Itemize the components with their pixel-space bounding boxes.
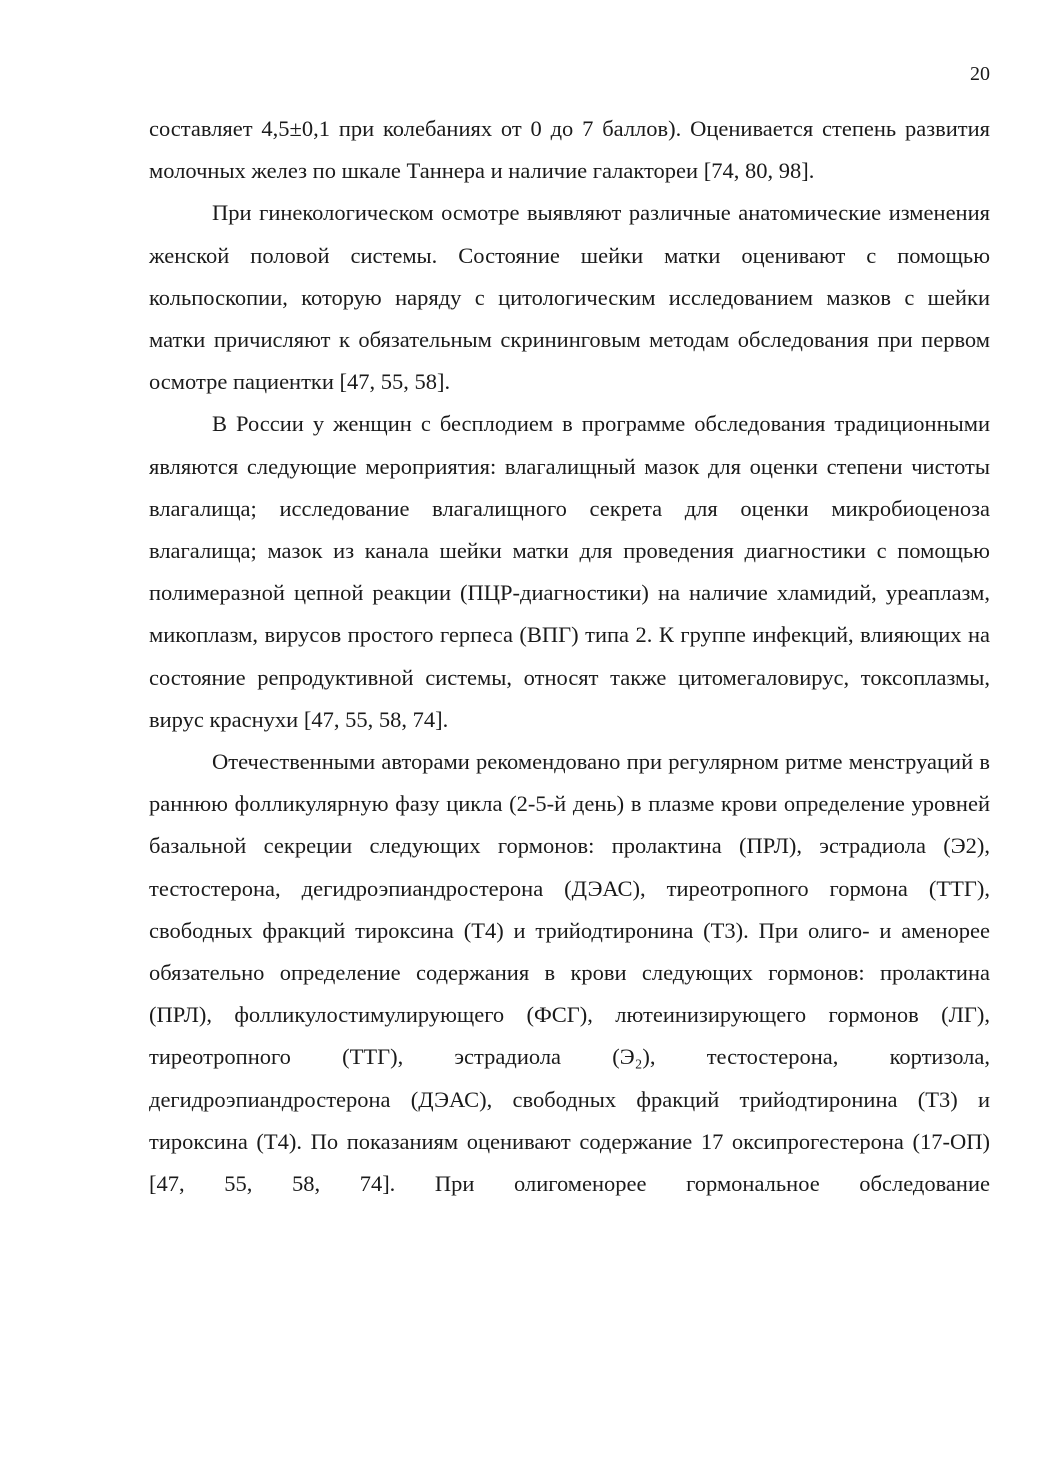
body-text	[149, 108, 990, 1205]
paragraph-hormone-tests: Отечественными авторами рекомендовано при регулярном ритме менструаций в раннюю фолликулярную фазу цикла (2-5-й день) в плазме крови определение уровней базальной секреции следующих гормонов: пролактина (ПРЛ), эстрадиола (Э2), тестостерона, дегидроэпиандростерона (ДЭАС), тиреотропного гормона (ТТГ), свободных фракций тироксина (Т4) и трийодтиронина (Т3). При олиго- и аменорее обязательно определение содержания в крови следующих гормонов: пролактина (ПРЛ), фолликулостимулирующего (ФСГ), лютеинизирующего гормонов (ЛГ), тиреотропного (ТТГ), эстрадиола (Э₂), тестостерона, кортизола, дегидроэпиандростерона (ДЭАС), свободных фракций трийодтиронина (Т3) и тироксина (Т4). По показаниям оценивают содержание 17 оксипрогестерона (17-ОП) [47, 55, 58, 74]. При олигоменорее гормональное обследование	[149, 749, 990, 1197]
paragraph-gynecological-exam: При гинекологическом осмотре выявляют различные анатомические изменения женской половой системы. Состояние шейки матки оценивают с помощью кольпоскопии, которую наряду с цитологическим исследованием мазков с шейки матки причисляют к обязательным скрининговым методам обследования при первом осмотре пациентки [47, 55, 58].	[149, 200, 990, 395]
paragraph-continuation: составляет 4,5±0,1 при колебаниях от 0 до 7 баллов). Оценивается степень развития молочных желез по шкале Таннера и наличие галактореи [74, 80, 98].	[149, 116, 990, 184]
paragraph-russia-screening: В России у женщин с бесплодием в программе обследования традиционными являются следующие мероприятия: влагалищный мазок для оценки степени чистоты влагалища; исследование влагалищного секрета для оценки микробиоценоза влагалища; мазок из канала шейки матки для проведения диагностики с помощью полимеразной цепной реакции (ПЦР-диагностики) на наличие хламидий, уреаплазм, микоплазм, вирусов простого герпеса (ВПГ) типа 2. К группе инфекций, влияющих на состояние репродуктивной системы, относят также цитомегаловирус, токсоплазмы, вирус краснухи [47, 55, 58, 74].	[149, 411, 990, 732]
page-number: 20	[970, 63, 990, 85]
